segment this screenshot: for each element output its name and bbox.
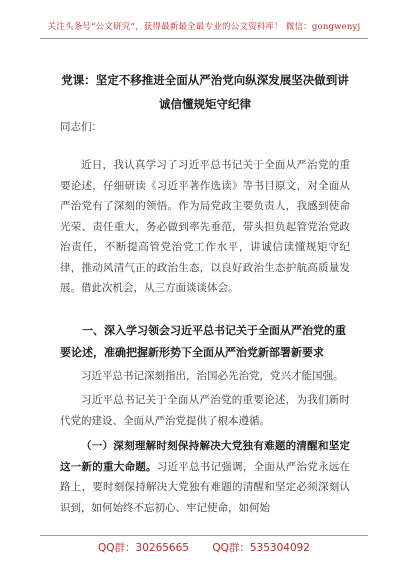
paragraph-1: 近日，我认真学习了习近平总书记关于全面从严治党的重要论述，仔细研读《习近平著作选读》等书目原文，对全面从严治党有了深刻的领悟。作为局党政主要负责人，我感到使命光荣、责任重大，务必做到率先垂范，带头担负起管党治党政治责任，不断提高管党治党工作水平，讲诚信读懂规矩守纪律，推动风清气正的政治生态，以良好政治生态护航高质量发展。借此次机会，从三方面谈谈体会。 xyxy=(60,159,350,294)
paragraph-3: 习近平总书记关于全面从严治党的重要论述，为我们新时代党的建设、全面从严治党提供了根本遵循。 xyxy=(60,394,350,427)
greeting: 同志们： xyxy=(60,121,102,133)
header-divider xyxy=(40,38,368,39)
paragraph-2: 习近平总书记深刻指出，治国必先治党，党兴才能国强。 xyxy=(81,370,344,382)
header-note: 关注头条号“公文研究”，获得最新最全最专业的公文资料库！ 微信：gongwenyj xyxy=(47,22,361,32)
footer-qq-1: QQ群：30265665 xyxy=(98,542,189,554)
footer-divider xyxy=(40,535,368,536)
footer xyxy=(0,540,408,555)
paragraph-4-text: 习近平总书记强调，全面从严治党永远在路上，要时刻保持解决大党独有难题的清醒和坚定必须深刻认识到，如何始终不忘初心、牢记使命，如何始 xyxy=(60,460,350,514)
paragraph-4 xyxy=(60,436,350,518)
title-line-2: 诚信懂规矩守纪律 xyxy=(159,97,251,111)
document-title xyxy=(60,68,350,116)
subheading-1: （一）深刻理解时刻保持解决大党独有难题的清醒和坚定这一新的重大命题。 xyxy=(60,440,350,473)
title-line-1: 党课：坚定不移推进全面从严治党向纵深发展坚决做到讲 xyxy=(61,73,349,87)
section-heading-1: 一、深入学习领会习近平总书记关于全面从严治党的重要论述，准确把握新形势下全面从严治党新部署新要求 xyxy=(60,324,346,359)
footer-qq-2: QQ群：535304092 xyxy=(212,542,310,554)
